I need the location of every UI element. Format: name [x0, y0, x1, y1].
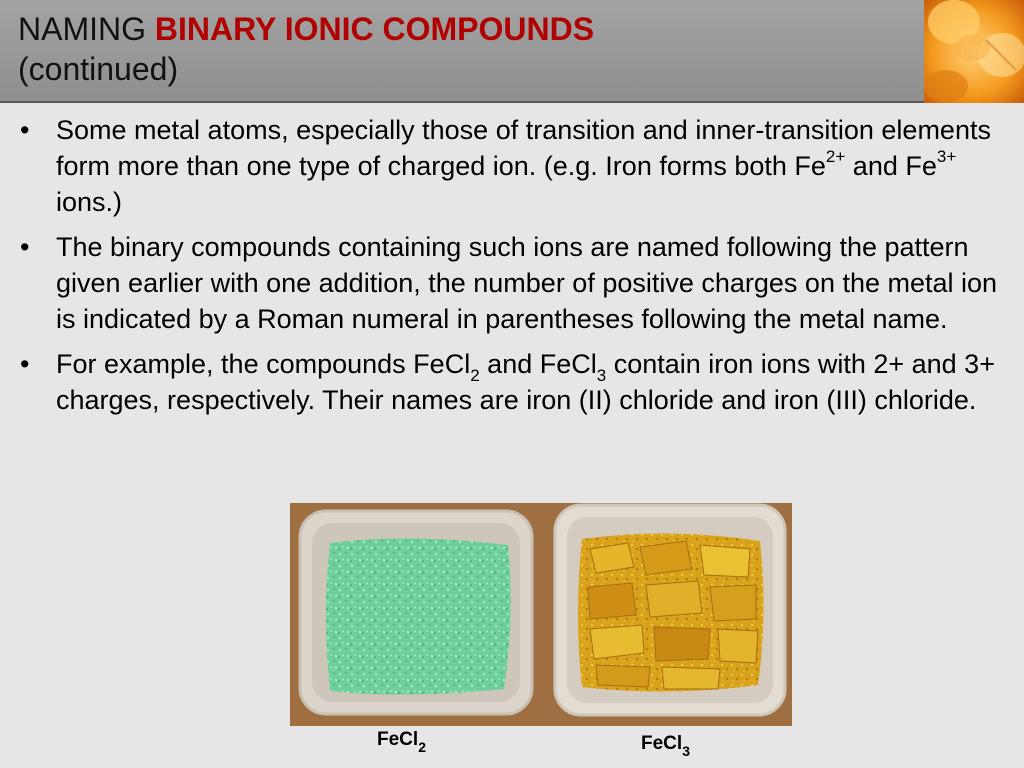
caption-fecl2-base: FeCl — [377, 729, 419, 750]
bullet-item — [18, 112, 1008, 220]
bullet-3-sub-1: 2 — [470, 366, 480, 386]
bullet-item — [18, 346, 1008, 418]
caption-fecl2 — [377, 729, 426, 755]
bullet-3-text-c: contain iron ions with 2+ and 3+ charges, respectively. Their names are iron (II) chloride and iron (III) chloride. — [56, 349, 995, 415]
caption-fecl3-base: FeCl — [641, 733, 683, 754]
caption-fecl2-sub: 2 — [418, 738, 426, 755]
bullet-dot: • — [20, 232, 30, 262]
bullet-1-text-c: ions.) — [56, 187, 123, 217]
bullet-dot: • — [20, 349, 30, 379]
bullet-3-text-a: For example, the compounds FeCl — [56, 349, 471, 379]
bullet-2-text: The binary compounds containing such ions are named following the pattern given earlier with one addition, the number of positive charges on the metal ion is indicated by a Roman numeral in parentheses following the metal name. — [56, 232, 998, 334]
bullet-item — [18, 229, 1008, 337]
title-accent: BINARY IONIC COMPOUNDS — [154, 11, 595, 47]
compounds-photo — [290, 503, 792, 726]
bullet-3-sub-2: 3 — [596, 366, 607, 386]
caption-fecl3 — [641, 733, 690, 759]
bullet-1-sup-2: 3+ — [936, 147, 957, 166]
bullet-dot: • — [20, 115, 30, 145]
bullet-1-sup-1: 2+ — [825, 147, 846, 166]
bullet-1-text-b: and Fe — [845, 151, 937, 181]
corner-pills-image — [924, 0, 1024, 103]
bullet-3-text-b: and FeCl — [479, 349, 597, 379]
title-line2: (continued) — [18, 51, 179, 87]
caption-fecl3-sub: 3 — [682, 742, 690, 759]
bullet-1-text-a: Some metal atoms, especially those of transition and inner-transition elements form more than one type of charged ion. (e.g. Iron forms both Fe — [56, 115, 991, 181]
title-bar — [0, 0, 1024, 103]
slide-title — [18, 9, 594, 89]
title-prefix: NAMING — [18, 11, 155, 47]
bullet-list — [18, 112, 1008, 427]
